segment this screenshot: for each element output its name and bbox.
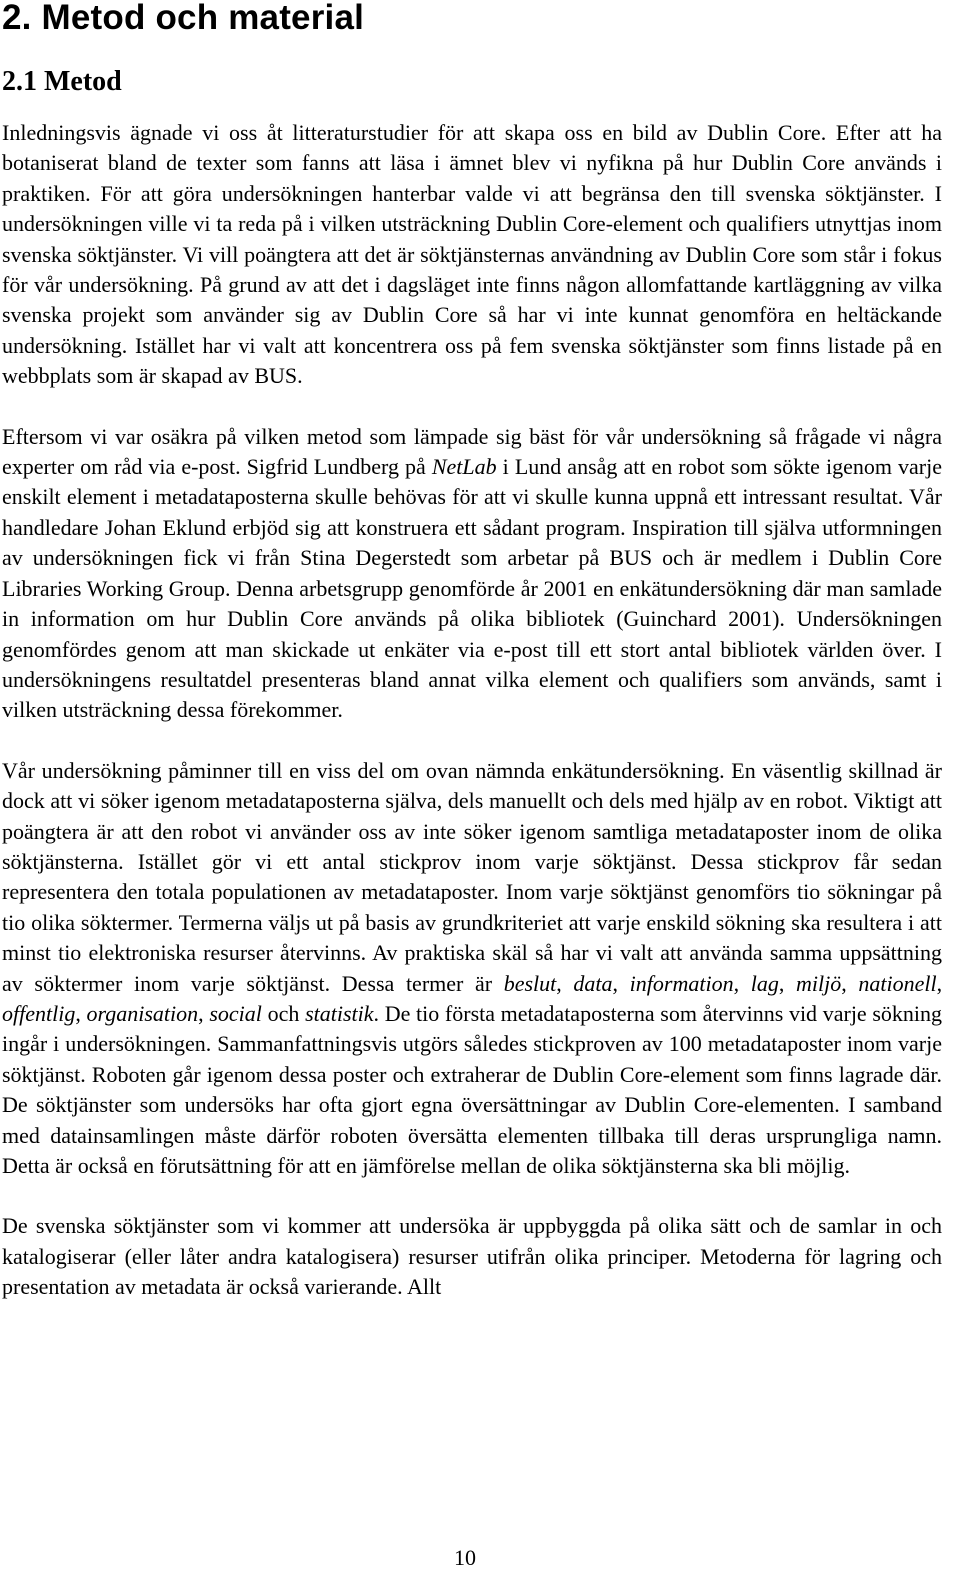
paragraph-2 [2,422,942,726]
page-content [2,0,942,1303]
search-term: miljö [795,970,842,996]
conjunction-och: och [267,1000,300,1026]
section-heading: 2.1 Metod [2,66,122,97]
paragraph-1: Inledningsvis ägnade vi oss åt litteraturstudier för att skapa oss en bild av Dublin Core. Efter att ha botaniserat bland de texter som fanns att läsa i ämnet blev vi nyfikna på hur Dublin Core används i praktiken. För att göra undersökningen hanterbar valde vi att begränsa den till svenska söktjänster. I undersökningen ville vi ta reda på i vilken utsträckning Dublin Core-element och qualifiers utnyttjas inom svenska söktjänster. Vi vill poängtera att det är söktjänsternas användning av Dublin Core som står i fokus för vår undersökning. På grund av att det i dagsläget inte finns någon allomfattande kartläggning av vilka svenska projekt som använder sig av Dublin Core så har vi inte kunnat genomföra en heltäckande undersökning. Istället har vi valt att koncentrera oss på fem svenska söktjänster som finns listade på en webbplats som är skapad av BUS. [2,120,942,389]
paragraph-2-text-b: i Lund ansåg att en robot som sökte igenom varje enskilt element i metadataposterna skulle behövas för att vi skulle kunna uppnå ett intressant resultat. Vår handledare Johan Eklund erbjöd sig att konstruera ett sådant program. Inspiration till själva utformningen av undersökningen fick vi från Stina Degerstedt som arbetar på BUS och är medlem i Dublin Core Libraries Working Group. Denna arbetsgrupp genomförde år 2001 en enkätundersökning där man samlade in information om hur Dublin Core används på olika bibliotek (Guinchard 2001). Undersökningen genomfördes genom att man skickade ut enkäter via e-post till ett stort antal bibliotek världen över. I undersökningens resultatdel presenteras bland annat vilka element och qualifiers som används, samt i vilken utsträckning dessa förekommer. [2,454,942,723]
search-term: organisation [86,1000,199,1026]
search-term: statistik [305,1000,374,1026]
search-term: information [629,970,734,996]
page-number: 10 [454,1545,476,1570]
netlab-italic: NetLab [431,454,497,480]
paragraph-4: De svenska söktjänster som vi kommer att undersöka är uppbyggda på olika sätt och de samlar in och katalogiserar (eller låter andra katalogisera) resurser utifrån olika principer. Metoderna för lagring och presentation av metadata är också varierande. Allt [2,1213,942,1300]
search-term: lag [750,970,779,996]
chapter-heading: 2. Metod och material [2,0,365,37]
paragraph-2-text-a: Eftersom vi var osäkra på vilken metod som lämpade sig bäst för vår undersökning så frågade vi några experter om råd via e-post. Sigfrid Lundberg på [2,423,942,480]
paragraph-3-text-b: . De tio första metadataposterna som återvinns vid varje sökning ingår i undersökningen. Sammanfattningsvis utgörs således stickproven av 100 metadataposter inom varje söktjänst. Roboten går igenom dessa poster och extraherar de Dublin Core-element som finns lagrade där. De söktjänster som undersöks har ofta gjort egna översättningar av Dublin Core-elementen. I samband med datainsamlingen måste därför roboten översätta elementen tillbaka till deras ursprungliga namn. Detta är också en förutsättning för att en jämförelse mellan de olika söktjänsterna ska bli möjlig. [2,1000,943,1178]
search-term: offentlig [2,1000,76,1026]
search-term: nationell [858,970,937,996]
search-term: social [209,1000,262,1026]
paragraph-3: Vår undersökning påminner till en viss del om ovan nämnda enkätundersökning. En väsentlig skillnad är dock att vi söker igenom metadataposterna själva, dels manuellt och dels med hjälp av en robot. Viktigt att poängtera är att den robot vi använder oss av inte söker igenom samtliga metadataposter inom de olika söktjänsterna. Istället gör vi ett antal stickprov inom varje söktjänst. Dessa stickprov får sedan representera den totala populationen av metadataposter. Inom varje söktjänst genomförs tio sökningar på tio olika söktermer. Termerna väljs ut på basis av grundkriteriet att varje enskild sökning ska resultera i att minst tio elektroniska resurser återvinns. Av praktiska skäl så har vi valt att använda samma uppsättning av söktermer inom varje söktjänst. Dessa termer är beslut, data, information, lag, miljö, nationell, offentlig, organisation, social och statistik. De tio första metadataposterna som återvinns vid varje sökning ingår i undersökningen. Sammanfattningsvis utgörs således stickproven av 100 metadataposter inom varje söktjänst. Roboten går igenom dessa poster och extraherar de Dublin Core-element som finns lagrade där. De söktjänster som undersöks har ofta gjort egna översättningar av Dublin Core-elementen. I samband med datainsamlingen måste därför roboten översätta elementen tillbaka till deras ursprungliga namn. Detta är också en förutsättning för att en jämförelse mellan de olika söktjänsterna ska bli möjlig. [2,757,943,1178]
paragraph-3-text-a: Vår undersökning påminner till en viss del om ovan nämnda enkätundersökning. En väsentlig skillnad är dock att vi söker igenom metadataposterna själva, dels manuellt och dels med hjälp av en robot. Viktigt att poängtera är att den robot vi använder oss av inte söker igenom samtliga metadataposter inom de olika söktjänsterna. Istället gör vi ett antal stickprov inom varje söktjänst. Dessa stickprov får sedan representera den totala populationen av metadataposter. Inom varje söktjänst genomförs tio sökningar på tio olika söktermer. Termerna väljs ut på basis av grundkriteriet att varje enskild sökning ska resultera i att minst tio elektroniska resurser återvinns. Av praktiska skäl så har vi valt att använda samma uppsättning av söktermer inom varje söktjänst. Dessa termer är [2,757,942,996]
search-term: data [573,970,613,996]
search-term: beslut [503,970,557,996]
